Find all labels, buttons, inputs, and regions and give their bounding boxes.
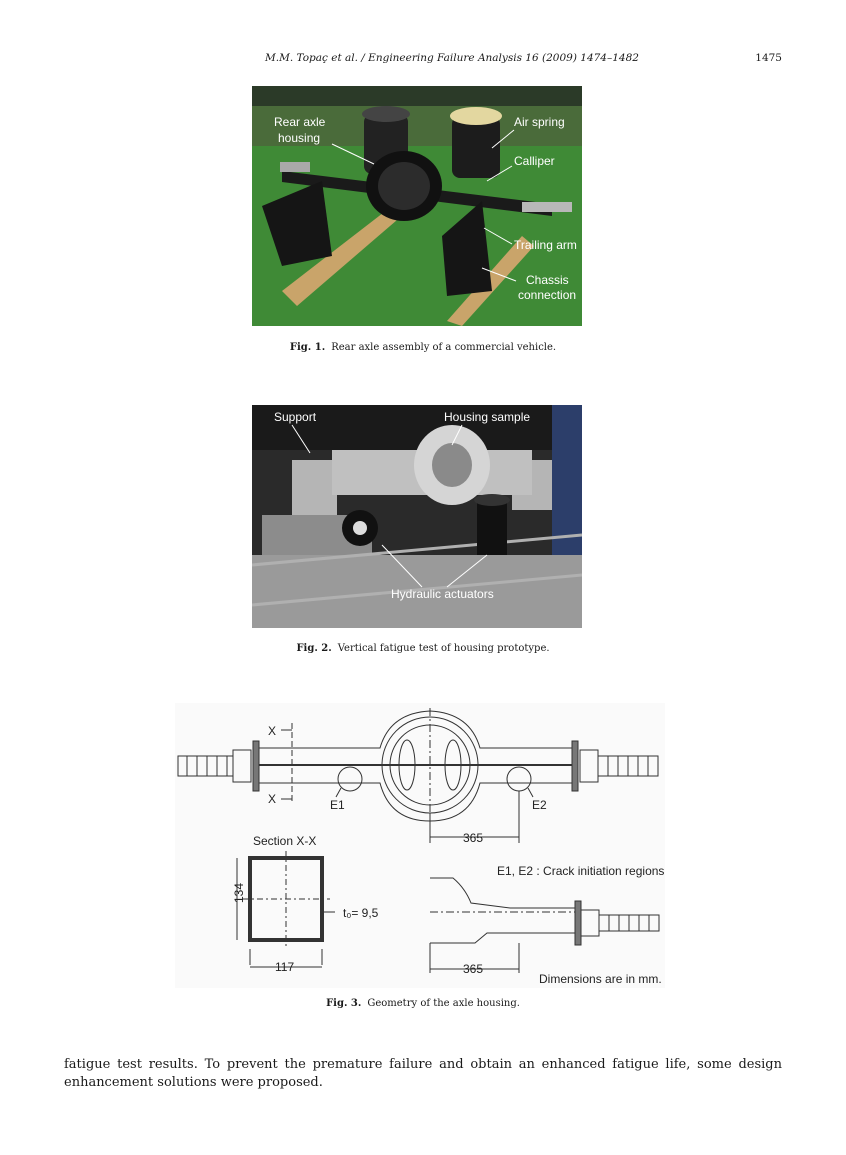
label-section: Section X-X	[253, 834, 317, 848]
label-housing-sample: Housing sample	[444, 410, 531, 424]
figure-3-caption	[0, 998, 846, 1009]
label-trailing-arm: Trailing arm	[514, 238, 577, 252]
label-chassis: Chassis	[526, 273, 569, 287]
label-dim-365-top: 365	[463, 831, 484, 845]
label-housing: housing	[278, 131, 321, 145]
figure-3-caption-text: Geometry of the axle housing.	[367, 998, 520, 1009]
body-paragraph: fatigue test results. To prevent the premature failure and obtain an enhanced fatigue life, some design enhancement solutions were proposed.	[64, 1057, 782, 1090]
page-header	[0, 52, 846, 68]
label-e2: E2	[532, 798, 547, 812]
label-hydraulic-actuators: Hydraulic actuators	[391, 587, 494, 601]
label-dim-117: 117	[275, 960, 295, 974]
label-calliper: Calliper	[514, 154, 555, 168]
figure-2-caption-label: Fig. 2.	[296, 643, 332, 654]
label-dim-134: 134	[232, 882, 246, 903]
label-support: Support	[274, 410, 317, 424]
label-crack-regions: E1, E2 : Crack initiation regions	[497, 864, 665, 878]
label-units-note: Dimensions are in mm.	[539, 972, 662, 986]
page-number: 1475	[755, 52, 782, 64]
figure-1-caption-label: Fig. 1.	[289, 342, 326, 353]
figure-1-caption	[0, 342, 846, 353]
label-e1: E1	[330, 798, 345, 812]
figure-1-photo	[252, 86, 582, 326]
figure-3-caption-label: Fig. 3.	[326, 998, 362, 1009]
figure-2-photo	[252, 405, 582, 628]
label-rear-axle: Rear axle	[274, 115, 326, 129]
figure-1-caption-text: Rear axle assembly of a commercial vehicle.	[331, 342, 557, 353]
figure-3-drawing	[175, 703, 665, 988]
running-head: M.M. Topaç et al. / Engineering Failure Analysis 16 (2009) 1474–1482	[265, 52, 639, 64]
label-air-spring: Air spring	[514, 115, 565, 129]
label-connection: connection	[518, 288, 577, 302]
label-x-top: X	[268, 724, 277, 738]
figure-2-caption-text: Vertical fatigue test of housing prototype.	[337, 643, 550, 654]
figure-2-caption	[0, 643, 846, 654]
label-x-bottom: X	[268, 792, 277, 806]
label-thickness: t₀= 9,5	[343, 906, 379, 920]
label-dim-365-bottom: 365	[463, 962, 484, 976]
